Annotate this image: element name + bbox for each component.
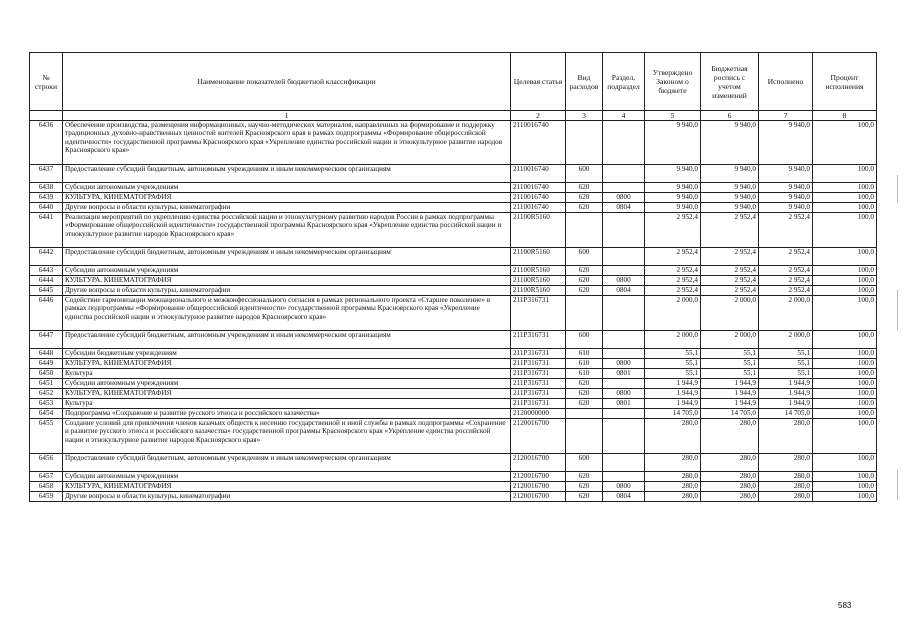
budget-list-amount-cell: 1 944,9 [701,399,759,409]
section-cell [603,266,645,276]
target-article-cell: 21100R5160 [511,248,566,266]
row-number-cell: 6445 [30,286,63,296]
row-number-cell: 6439 [30,193,63,203]
percent-cell: 100,0 [813,203,877,213]
executed-amount-cell: 2 000,0 [759,331,813,349]
target-article-cell: 211P316731 [511,389,566,399]
executed-amount-cell: 2 000,0 [759,296,813,331]
budget-list-amount-cell: 2 952,4 [701,276,759,286]
budget-list-amount-cell: 2 000,0 [701,296,759,331]
target-article-cell: 211P316731 [511,369,566,379]
budget-list-amount-cell: 2 952,4 [701,248,759,266]
approved-amount-cell: 55,1 [645,349,701,359]
percent-cell: 100,0 [813,296,877,331]
target-article-cell: 2110016740 [511,165,566,183]
executed-amount-cell: 1 944,9 [759,379,813,389]
target-article-cell: 2110016740 [511,183,566,193]
table-row [30,203,877,213]
table-row [30,331,877,349]
percent-cell: 100,0 [813,389,877,399]
expense-type-cell: 620 [566,203,603,213]
section-cell: 0800 [603,482,645,492]
budget-list-amount-cell: 14 705,0 [701,409,759,419]
row-name-cell: Подпрограмма «Сохранение и развитие русского этноса и российского казачества» [63,409,511,419]
expense-type-cell: 620 [566,266,603,276]
expense-type-cell: 620 [566,492,603,502]
target-article-cell: 2110016740 [511,121,566,165]
row-name-cell: Предоставление субсидий бюджетным, автономным учреждениям и иным некоммерческим организациям [63,165,511,183]
approved-amount-cell: 280,0 [645,472,701,482]
target-article-cell: 211P316731 [511,296,566,331]
target-article-cell: 2110016740 [511,203,566,213]
table-row [30,369,877,379]
budget-list-amount-cell: 55,1 [701,349,759,359]
target-article-cell: 2120000000 [511,409,566,419]
section-cell [603,165,645,183]
header-target: Целевая статья [511,53,566,111]
percent-cell: 100,0 [813,399,877,409]
expense-type-cell: 610 [566,369,603,379]
row-name-cell: Субсидии автономным учреждениям [63,379,511,389]
row-name-cell: Субсидии автономным учреждениям [63,472,511,482]
row-name-cell: Предоставление субсидий бюджетным, автономным учреждениям и иным некоммерческим организациям [63,331,511,349]
row-name-cell: Создание условий для привлечения членов казачьих обществ к несению государственной и иной службы в рамках подпрограммы «Сохранение и развитие русского этноса и российского казачества» государственной программы Красноярского края «Укрепление единства российской нации и этнокультурное развитие народов Красноярского края» [63,419,511,454]
row-name-cell: Предоставление субсидий бюджетным, автономным учреждениям и иным некоммерческим организациям [63,454,511,472]
row-number-cell: 6440 [30,203,63,213]
row-name-cell: Содействие гармонизации межнационального и межконфессионального согласия в рамках регионального проекта «Старшее поколение» в рамках подпрограммы «Формирование общероссийской идентичности» государственной программы Красноярского края «Укрепление единства российской нации и этнокультурное развитие народов Красноярского края» [63,296,511,331]
executed-amount-cell: 55,1 [759,369,813,379]
budget-list-amount-cell: 280,0 [701,419,759,454]
row-number-cell: 6436 [30,121,63,165]
executed-amount-cell: 14 705,0 [759,409,813,419]
expense-type-cell: 610 [566,349,603,359]
approved-amount-cell: 2 000,0 [645,296,701,331]
table-row [30,472,877,482]
col-number: 7 [759,111,813,121]
expense-type-cell: 620 [566,183,603,193]
section-cell [603,419,645,454]
row-number-cell: 6447 [30,331,63,349]
expense-type-cell [566,213,603,248]
budget-list-amount-cell: 2 952,4 [701,286,759,296]
target-article-cell: 21100R5160 [511,266,566,276]
percent-cell: 100,0 [813,379,877,389]
col-number: 3 [566,111,603,121]
expense-type-cell: 600 [566,165,603,183]
percent-cell: 100,0 [813,276,877,286]
expense-type-cell: 620 [566,399,603,409]
target-article-cell: 2120016700 [511,492,566,502]
section-cell: 0804 [603,492,645,502]
table-row [30,213,877,248]
header-approved: Утверждено Законом о бюджете [645,53,701,111]
header-name: Наименование показателей бюджетной классификации [63,53,511,111]
row-name-cell: Субсидии бюджетным учреждениям [63,349,511,359]
percent-cell: 100,0 [813,266,877,276]
row-name-cell: Субсидии автономным учреждениям [63,266,511,276]
expense-type-cell [566,296,603,331]
approved-amount-cell: 9 940,0 [645,193,701,203]
section-cell [603,183,645,193]
section-cell [603,472,645,482]
target-article-cell: 211P316731 [511,399,566,409]
section-cell: 0800 [603,276,645,286]
percent-cell: 100,0 [813,121,877,165]
section-cell: 0801 [603,369,645,379]
target-article-cell: 211P316731 [511,349,566,359]
budget-list-amount-cell: 55,1 [701,369,759,379]
section-cell [603,454,645,472]
percent-cell: 100,0 [813,369,877,379]
percent-cell: 100,0 [813,454,877,472]
col-number: 5 [645,111,701,121]
executed-amount-cell: 280,0 [759,454,813,472]
row-name-cell: Субсидии автономным учреждениям [63,183,511,193]
budget-list-amount-cell: 55,1 [701,359,759,369]
row-number-cell: 6437 [30,165,63,183]
scan-mark [897,175,898,203]
percent-cell: 100,0 [813,492,877,502]
row-name-cell: КУЛЬТУРА, КИНЕМАТОГРАФИЯ [63,193,511,203]
row-number-cell: 6450 [30,369,63,379]
approved-amount-cell: 2 952,4 [645,266,701,276]
approved-amount-cell: 2 000,0 [645,331,701,349]
table-body [30,121,877,502]
approved-amount-cell: 9 940,0 [645,165,701,183]
approved-amount-cell: 9 940,0 [645,121,701,165]
col-number [30,111,63,121]
section-cell: 0804 [603,203,645,213]
percent-cell: 100,0 [813,359,877,369]
col-number: 4 [603,111,645,121]
column-number-row [30,111,877,121]
budget-list-amount-cell: 1 944,9 [701,389,759,399]
percent-cell: 100,0 [813,482,877,492]
approved-amount-cell: 1 944,9 [645,379,701,389]
table-row [30,349,877,359]
col-number: 6 [701,111,759,121]
budget-list-amount-cell: 2 952,4 [701,213,759,248]
section-cell [603,296,645,331]
row-number-cell: 6446 [30,296,63,331]
target-article-cell: 21100R5160 [511,286,566,296]
table-row [30,276,877,286]
section-cell [603,121,645,165]
approved-amount-cell: 2 952,4 [645,286,701,296]
row-number-cell: 6456 [30,454,63,472]
budget-list-amount-cell: 9 940,0 [701,165,759,183]
expense-type-cell [566,409,603,419]
header-row-no: № строки [30,53,63,111]
approved-amount-cell: 9 940,0 [645,203,701,213]
page-number: 583 [838,601,852,610]
row-name-cell: КУЛЬТУРА, КИНЕМАТОГРАФИЯ [63,389,511,399]
approved-amount-cell: 280,0 [645,492,701,502]
expense-type-cell: 620 [566,286,603,296]
percent-cell: 100,0 [813,331,877,349]
row-number-cell: 6444 [30,276,63,286]
row-name-cell: Другие вопросы в области культуры, кинематографии [63,492,511,502]
target-article-cell: 2120016700 [511,419,566,454]
section-cell [603,409,645,419]
executed-amount-cell: 280,0 [759,419,813,454]
approved-amount-cell: 1 944,9 [645,399,701,409]
col-number: 8 [813,111,877,121]
executed-amount-cell: 1 944,9 [759,399,813,409]
section-cell [603,248,645,266]
executed-amount-cell: 2 952,4 [759,266,813,276]
approved-amount-cell: 280,0 [645,419,701,454]
header-row [30,53,877,111]
approved-amount-cell: 9 940,0 [645,183,701,193]
expense-type-cell: 620 [566,193,603,203]
approved-amount-cell: 2 952,4 [645,276,701,286]
percent-cell: 100,0 [813,286,877,296]
table-row [30,492,877,502]
percent-cell: 100,0 [813,193,877,203]
table-row [30,399,877,409]
executed-amount-cell: 2 952,4 [759,276,813,286]
executed-amount-cell: 2 952,4 [759,213,813,248]
expense-type-cell [566,419,603,454]
percent-cell: 100,0 [813,165,877,183]
table-row [30,454,877,472]
target-article-cell: 21100R5160 [511,276,566,286]
header-section: Раздел, подраздел [603,53,645,111]
target-article-cell: 2120016700 [511,472,566,482]
row-number-cell: 6449 [30,359,63,369]
table-row [30,248,877,266]
row-name-cell: Предоставление субсидий бюджетным, автономным учреждениям и иным некоммерческим организациям [63,248,511,266]
budget-list-amount-cell: 280,0 [701,472,759,482]
row-name-cell: Реализация мероприятий по укреплению единства российской нации и этнокультурному развитию народов России в рамках подпрограммы «Формирование общероссийской идентичности» государственной программы Красноярского края «Укрепление единства российской нации и этнокультурное развитие народов Красноярского края» [63,213,511,248]
col-number: 2 [511,111,566,121]
section-cell [603,379,645,389]
table-row [30,482,877,492]
approved-amount-cell: 55,1 [645,369,701,379]
percent-cell: 100,0 [813,419,877,454]
table-row [30,183,877,193]
executed-amount-cell: 55,1 [759,349,813,359]
row-number-cell: 6454 [30,409,63,419]
budget-list-amount-cell: 2 952,4 [701,266,759,276]
table-row [30,409,877,419]
percent-cell: 100,0 [813,409,877,419]
table-row [30,165,877,183]
table-row [30,121,877,165]
percent-cell: 100,0 [813,248,877,266]
executed-amount-cell: 9 940,0 [759,193,813,203]
expense-type-cell: 600 [566,331,603,349]
row-number-cell: 6443 [30,266,63,276]
section-cell [603,349,645,359]
table-row [30,419,877,454]
executed-amount-cell: 280,0 [759,472,813,482]
target-article-cell: 2120016700 [511,454,566,472]
executed-amount-cell: 9 940,0 [759,203,813,213]
executed-amount-cell: 280,0 [759,492,813,502]
row-name-cell: Обеспечение производства, размещения информационных, научно-методических материалов, направленных на формирование и поддержку традиционных духовно-нравственных ценностей жителей Красноярского края в рамках подпрограммы «Формирование общероссийской идентичности» государственной программы Красноярского края «Укрепление единства российской нации и этнокультурное развитие народов Красноярского края» [63,121,511,165]
target-article-cell: 2120016700 [511,482,566,492]
col-number: 1 [63,111,511,121]
section-cell: 0800 [603,359,645,369]
approved-amount-cell: 55,1 [645,359,701,369]
approved-amount-cell: 2 952,4 [645,248,701,266]
executed-amount-cell: 1 944,9 [759,389,813,399]
executed-amount-cell: 9 940,0 [759,121,813,165]
table-row [30,296,877,331]
expense-type-cell [566,121,603,165]
percent-cell: 100,0 [813,183,877,193]
target-article-cell: 211P316731 [511,379,566,389]
budget-list-amount-cell: 9 940,0 [701,121,759,165]
row-name-cell: КУЛЬТУРА, КИНЕМАТОГРАФИЯ [63,359,511,369]
row-number-cell: 6448 [30,349,63,359]
executed-amount-cell: 280,0 [759,482,813,492]
percent-cell: 100,0 [813,349,877,359]
approved-amount-cell: 280,0 [645,454,701,472]
percent-cell: 100,0 [813,213,877,248]
budget-list-amount-cell: 280,0 [701,492,759,502]
scan-mark [897,290,898,330]
section-cell: 0800 [603,389,645,399]
executed-amount-cell: 9 940,0 [759,183,813,193]
budget-list-amount-cell: 2 000,0 [701,331,759,349]
target-article-cell: 211P316731 [511,331,566,349]
section-cell [603,331,645,349]
header-expense-type: Вид расходов [566,53,603,111]
executed-amount-cell: 2 952,4 [759,286,813,296]
budget-list-amount-cell: 1 944,9 [701,379,759,389]
budget-table [29,52,877,502]
row-number-cell: 6459 [30,492,63,502]
row-number-cell: 6451 [30,379,63,389]
expense-type-cell: 600 [566,454,603,472]
section-cell: 0804 [603,286,645,296]
table-row [30,286,877,296]
row-number-cell: 6442 [30,248,63,266]
budget-list-amount-cell: 280,0 [701,454,759,472]
row-number-cell: 6441 [30,213,63,248]
header-percent: Процент исполнения [813,53,877,111]
expense-type-cell: 620 [566,276,603,286]
table-row [30,359,877,369]
row-name-cell: Другие вопросы в области культуры, кинематографии [63,286,511,296]
row-number-cell: 6457 [30,472,63,482]
target-article-cell: 2110016740 [511,193,566,203]
header-budget-list: Бюджетная роспись с учетом изменений [701,53,759,111]
approved-amount-cell: 14 705,0 [645,409,701,419]
section-cell [603,213,645,248]
row-number-cell: 6455 [30,419,63,454]
row-name-cell: КУЛЬТУРА, КИНЕМАТОГРАФИЯ [63,276,511,286]
budget-list-amount-cell: 280,0 [701,482,759,492]
row-name-cell: Другие вопросы в области культуры, кинематографии [63,203,511,213]
table-row [30,266,877,276]
budget-list-amount-cell: 9 940,0 [701,193,759,203]
percent-cell: 100,0 [813,472,877,482]
scan-mark [897,470,898,500]
executed-amount-cell: 55,1 [759,359,813,369]
expense-type-cell: 600 [566,248,603,266]
section-cell: 0801 [603,399,645,409]
table-row [30,389,877,399]
executed-amount-cell: 9 940,0 [759,165,813,183]
table-row [30,193,877,203]
approved-amount-cell: 2 952,4 [645,213,701,248]
expense-type-cell: 620 [566,482,603,492]
row-name-cell: КУЛЬТУРА, КИНЕМАТОГРАФИЯ [63,482,511,492]
budget-list-amount-cell: 9 940,0 [701,183,759,193]
expense-type-cell: 610 [566,359,603,369]
approved-amount-cell: 1 944,9 [645,389,701,399]
row-number-cell: 6453 [30,399,63,409]
expense-type-cell: 620 [566,472,603,482]
approved-amount-cell: 280,0 [645,482,701,492]
row-name-cell: Культура [63,369,511,379]
row-number-cell: 6438 [30,183,63,193]
target-article-cell: 21100R5160 [511,213,566,248]
target-article-cell: 211P316731 [511,359,566,369]
row-name-cell: Культура [63,399,511,409]
budget-list-amount-cell: 9 940,0 [701,203,759,213]
row-number-cell: 6452 [30,389,63,399]
expense-type-cell: 620 [566,389,603,399]
expense-type-cell: 620 [566,379,603,389]
table-row [30,379,877,389]
header-executed: Исполнено [759,53,813,111]
section-cell: 0800 [603,193,645,203]
executed-amount-cell: 2 952,4 [759,248,813,266]
row-number-cell: 6458 [30,482,63,492]
